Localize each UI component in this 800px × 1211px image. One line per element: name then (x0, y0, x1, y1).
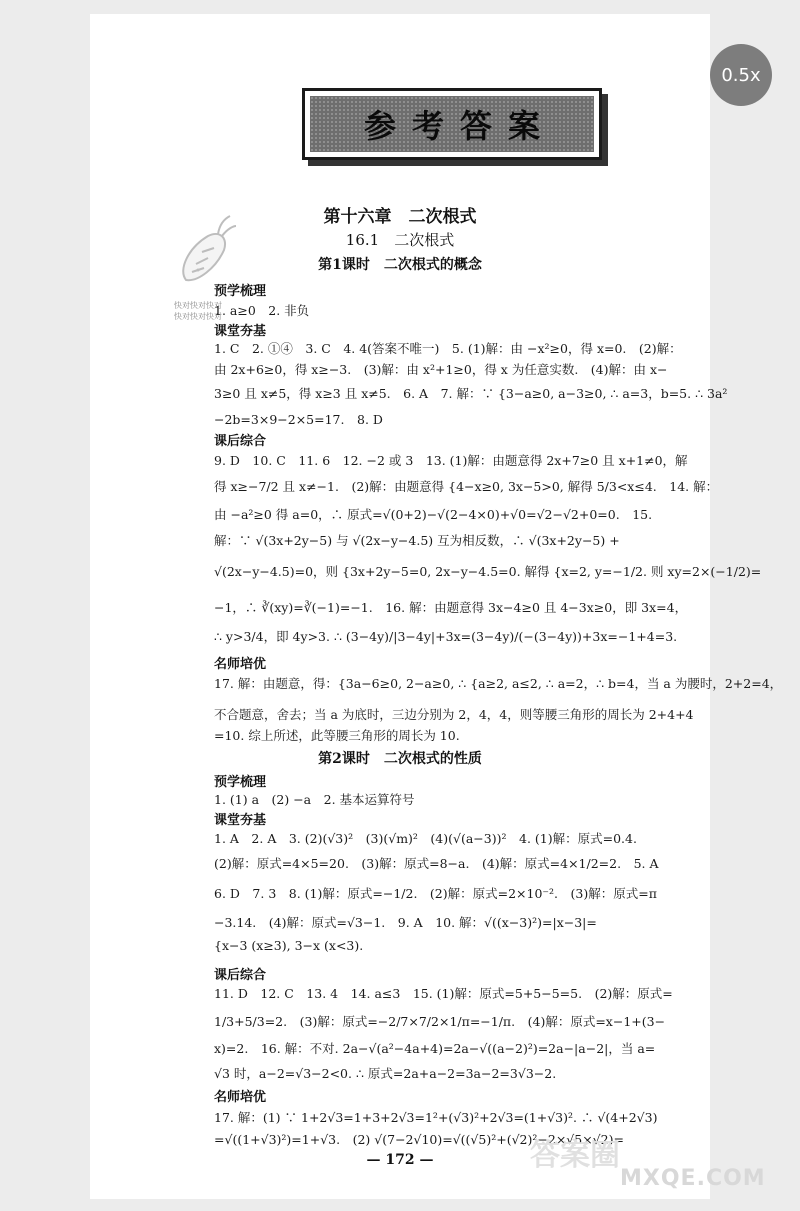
answer-line: 1/3+5/3=2. (3)解：原式=−2/7×7/2×1/π=−1/π. (4)解：原式=x−1+(3− (214, 1014, 666, 1029)
page-number: — 172 — (366, 1152, 434, 1168)
lesson-title: 第2课时 二次根式的性质 (318, 751, 482, 767)
mascot-caption-line: 快对快对快对 (174, 312, 222, 321)
answer-line: 3≥0 且 x≠5，得 x≥3 且 x≠5. 6. A 7. 解：∵ {3−a≥0, a−3≥0, ∴ a=3，b=5. ∴ 3a² (214, 386, 728, 401)
answer-line: 17. 解：(1) ∵ 1+2√3=1+3+2√3=1²+(√3)²+2√3=(1+√3)². ∴ √(4+2√3) (214, 1110, 658, 1125)
chapter-title: 第十六章 二次根式 (323, 207, 477, 227)
watermark-logo: 答案圈 (530, 1138, 620, 1173)
answer-line: 17. 解：由题意，得：{3a−6≥0, 2−a≥0, ∴ {a≥2, a≤2, ∴ a=2，∴ b=4，当 a 为腰时，2+2=4， (214, 676, 783, 691)
section-heading: 课堂夯基 (214, 813, 267, 828)
answer-line: 解：∵ √(3x+2y−5) 与 √(2x−y−4.5) 互为相反数，∴ √(3x+2y−5) + (214, 533, 620, 548)
answer-line: (2)解：原式=4×5=20. (3)解：原式=8−a. (4)解：原式=4×1/2=2. 5. A (214, 856, 659, 871)
answer-line: 1. (1) a (2) −a 2. 基本运算符号 (214, 792, 415, 807)
zoom-level-button[interactable]: 0.5x (710, 44, 772, 106)
section-heading: 课后综合 (214, 968, 267, 983)
lesson-title: 第1课时 二次根式的概念 (318, 257, 482, 273)
answer-line: 由 −a²≥0 得 a=0，∴ 原式=√(0+2)−√(2−4×0)+√0=√2−√2+0=0. 15. (214, 507, 653, 522)
answer-line: 不合题意，舍去；当 a 为底时，三边分别为 2，4，4，则等腰三角形的周长为 2+4+4 (214, 707, 694, 722)
mascot-caption-line: 快对快对快对 (174, 301, 222, 310)
answer-line: 得 x≥−7/2 且 x≠−1. (2)解：由题意得 {4−x≥0, 3x−5>0, 解得 5/3<x≤4. 14. 解： (214, 479, 719, 494)
answer-line: −1，∴ ∛(xy)=∛(−1)=−1. 16. 解：由题意得 3x−4≥0 且 4−3x≥0，即 3x=4， (214, 600, 688, 615)
answer-line: {x−3 (x≥3), 3−x (x<3). (214, 938, 364, 953)
banner-title: 参考答案 (310, 96, 594, 152)
answer-line: 1. A 2. A 3. (2)(√3)² (3)(√m)² (4)(√(a−3))² 4. (1)解：原式=0.4. (214, 831, 637, 846)
answer-line: x)=2. 16. 解：不对. 2a−√(a²−4a+4)=2a−√((a−2)²)=2a−|a−2|，当 a= (214, 1041, 656, 1056)
section-title: 16.1 二次根式 (345, 231, 455, 249)
section-heading: 预学梳理 (214, 284, 267, 299)
section-heading: 名师培优 (214, 657, 267, 672)
answer-line: =10. 综上所述，此等腰三角形的周长为 10. (214, 728, 460, 743)
answer-line: 1. C 2. ①④ 3. C 4. 4(答案不唯一) 5. (1)解：由 −x²≥0，得 x=0. (2)解： (214, 341, 682, 356)
watermark-url: MXQE.COM (620, 1166, 766, 1191)
answer-line: 由 2x+6≥0，得 x≥−3. (3)解：由 x²+1≥0，得 x 为任意实数. (4)解：由 x− (214, 362, 668, 377)
answer-line: =√((1+√3)²)=1+√3. (2) √(7−2√10)=√((√5)²+(√2)²−2×√5×√2)= (214, 1132, 624, 1147)
banner-frame (302, 88, 602, 160)
answer-line: −3.14. (4)解：原式=√3−1. 9. A 10. 解：√((x−3)²)=|x−3|= (214, 915, 597, 930)
answer-line: −2b=3×9−2×5=17. 8. D (214, 412, 383, 427)
answer-line: 1. a≥0 2. 非负 (214, 303, 310, 318)
section-heading: 课后综合 (214, 434, 267, 449)
answer-line: √(2x−y−4.5)=0，则 {3x+2y−5=0, 2x−y−4.5=0. 解得 {x=2, y=−1/2. 则 xy=2×(−1/2)= (214, 564, 762, 579)
answer-line: 6. D 7. 3 8. (1)解：原式=−1/2. (2)解：原式=2×10⁻². (3)解：原式=π (214, 886, 657, 901)
section-heading: 课堂夯基 (214, 324, 267, 339)
section-heading: 名师培优 (214, 1090, 267, 1105)
answer-line: √3 时，a−2=√3−2<0. ∴ 原式=2a+a−2=3a−2=3√3−2. (214, 1066, 557, 1081)
answer-banner (302, 88, 608, 166)
answer-line: ∴ y>3/4，即 4y>3. ∴ (3−4y)/|3−4y|+3x=(3−4y)/(−(3−4y))+3x=−1+4=3. (214, 629, 678, 644)
answer-line: 11. D 12. C 13. 4 14. a≤3 15. (1)解：原式=5+5−5=5. (2)解：原式= (214, 986, 673, 1001)
answer-line: 9. D 10. C 11. 6 12. −2 或 3 13. (1)解：由题意得 2x+7≥0 且 x+1≠0，解 (214, 453, 688, 468)
section-heading: 预学梳理 (214, 775, 267, 790)
